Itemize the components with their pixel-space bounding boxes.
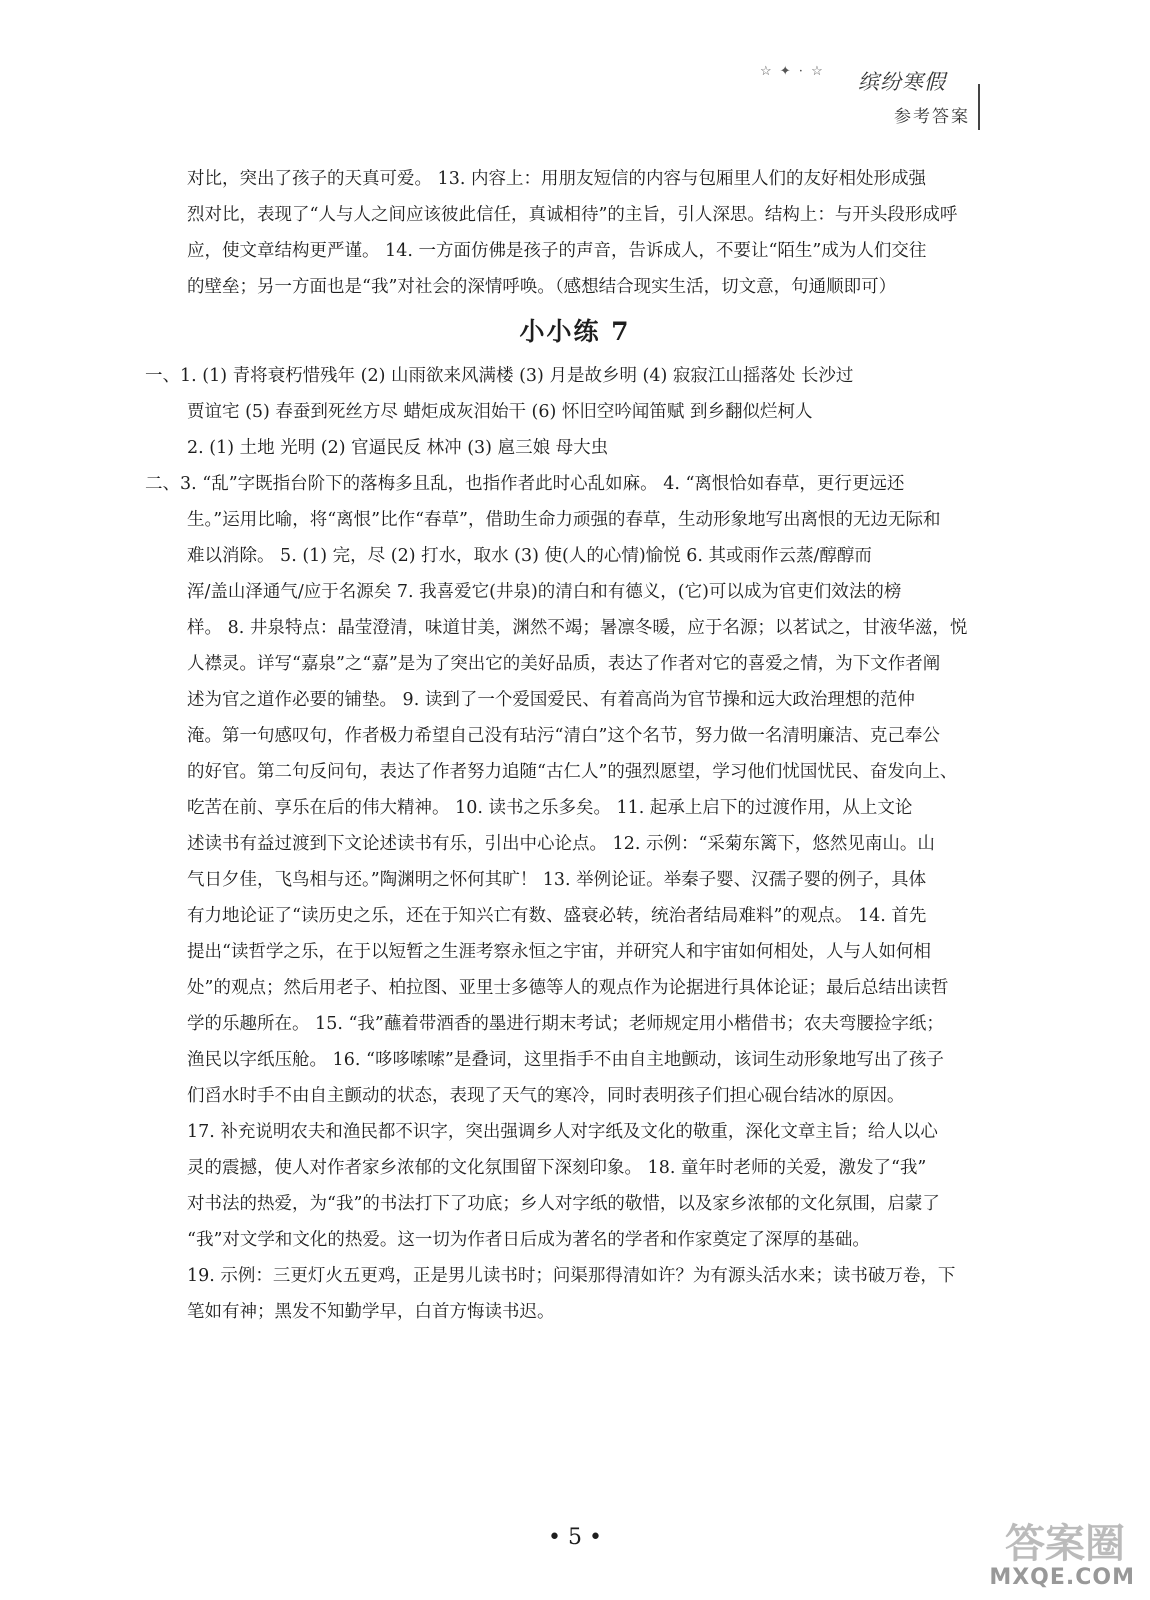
text-line: 吃苦在前、享乐在后的伟大精神。 10. 读书之乐多矣。 11. 起承上启下的过渡作用，从上文论: [187, 798, 913, 818]
text-line: 处”的观点；然后用老子、柏拉图、亚里士多德等人的观点作为论据进行具体论证；最后总结出读哲: [187, 978, 949, 998]
text-line: 一、1. (1) 青将衰朽惜残年 (2) 山雨欲来风满楼 (3) 月是故乡明 (4) 寂寂江山摇落处 长沙过: [145, 366, 854, 386]
text-line: 贾谊宅 (5) 春蚕到死丝方尽 蜡炬成灰泪始干 (6) 怀旧空吟闻笛赋 到乡翻似烂柯人: [187, 402, 813, 422]
top-paragraph: [145, 161, 975, 305]
text-line: 烈对比，表现了“人与人之间应该彼此信任，真诚相待”的主旨，引人深思。结构上：与开头段形成呼: [187, 205, 958, 225]
text-line: 人襟灵。详写“嘉泉”之“嘉”是为了突出它的美好品质，表达了作者对它的喜爱之情，为下文作者阐: [187, 654, 941, 674]
text-line: 学的乐趣所在。 15. “我”蘸着带酒香的墨进行期末考试；老师规定用小楷借书；农夫弯腰捡字纸；: [187, 1014, 944, 1034]
text-line: 述读书有益过渡到下文论述读书有乐，引出中心论点。 12. 示例：“采菊东篱下，悠然见南山。山: [187, 834, 935, 854]
text-line: 淹。第一句感叹句，作者极力希望自己没有玷污“清白”这个名节，努力做一名清明廉洁、克己奉公: [187, 726, 940, 746]
text-line: 应，使文章结构更严谨。 14. 一方面仿佛是孩子的声音，告诉成人，不要让“陌生”成为人们交往: [187, 241, 927, 261]
text-line: 有力地论证了“读历史之乐，还在于知兴亡有数、盛衰必转，统治者结局难料”的观点。 14. 首先: [187, 906, 927, 926]
section-title: 小小练 7: [519, 317, 631, 346]
answer-body: [145, 358, 975, 1330]
text-line: 难以消除。 5. (1) 完，尽 (2) 打水，取水 (3) 使(人的心情)愉悦 6. 其或雨作云蒸/醇醇而: [187, 546, 872, 566]
text-line: 灵的震撼，使人对作者家乡浓郁的文化氛围留下深刻印象。 18. 童年时老师的关爱，激发了“我”: [187, 1158, 927, 1178]
text-line: 样。 8. 井泉特点：晶莹澄清，味道甘美，渊然不竭；暑凛冬暖，应于名源；以茗试之，甘液华滋，悦: [187, 618, 968, 638]
text-line: 生。”运用比喻，将“离恨”比作“春草”，借助生命力顽强的春草，生动形象地写出离恨的无边无际和: [187, 510, 941, 530]
text-line: 19. 示例：三更灯火五更鸡，正是男儿读书时；问渠那得清如许？为有源头活水来；读书破万卷，下: [187, 1266, 956, 1286]
text-line: 二、3. “乱”字既指台阶下的落梅多且乱，也指作者此时心乱如麻。 4. “离恨恰如春草，更行更远还: [145, 474, 905, 494]
page-header: [760, 62, 980, 132]
text-line: 渔民以字纸压舱。 16. “哆哆嗦嗦”是叠词，这里指手不由自主地颤动，该词生动形象地写出了孩子: [187, 1050, 944, 1070]
watermark: [965, 1512, 1135, 1592]
watermark-logo: 答案圈: [1005, 1520, 1125, 1567]
text-line: 对比，突出了孩子的天真可爱。 13. 内容上：用朋友短信的内容与包厢里人们的友好相处形成强: [187, 169, 926, 189]
text-line: 提出“读哲学之乐，在于以短暂之生涯考察永恒之宇宙，并研究人和宇宙如何相处，人与人如何相: [187, 942, 931, 962]
header-logo: 缤纷寒假: [858, 70, 946, 94]
text-line: 2. (1) 土地 光明 (2) 官逼民反 林冲 (3) 扈三娘 母大虫: [187, 438, 609, 458]
watermark-url: MXQE.COM: [989, 1565, 1135, 1590]
text-line: “我”对文学和文化的热爱。这一切为作者日后成为著名的学者和作家奠定了深厚的基础。: [187, 1230, 870, 1250]
text-line: 浑/盖山泽通气/应于名源矣 7. 我喜爱它(井泉)的清白和有德义，(它)可以成为官吏们效法的榜: [187, 582, 902, 602]
text-line: 的好官。第二句反问句，表达了作者努力追随“古仁人”的强烈愿望，学习他们忧国忧民、奋发向上、: [187, 762, 958, 782]
text-line: 笔如有神；黑发不知勤学早，白首方悔读书迟。: [187, 1302, 555, 1322]
text-line: 述为官之道作必要的铺垫。 9. 读到了一个爱国爱民、有着高尚为官节操和远大政治理想的范仲: [187, 690, 915, 710]
page-number: • 5 •: [548, 1525, 602, 1550]
text-line: 的壁垒；另一方面也是“我”对社会的深情呼唤。（感想结合现实生活，切文意，句通顺即可）: [187, 277, 897, 297]
text-line: 们舀水时手不由自主颤动的状态，表现了天气的寒冷，同时表明孩子们担心砚台结冰的原因。: [187, 1086, 905, 1106]
text-line: 17. 补充说明农夫和渔民都不识字，突出强调乡人对字纸及文化的敬重，深化文章主旨；给人以心: [187, 1122, 938, 1142]
header-divider: [978, 84, 980, 130]
stars-decoration: ☆ ✦ · ☆: [760, 64, 825, 79]
text-line: 对书法的热爱，为“我”的书法打下了功底；乡人对字纸的敬惜，以及家乡浓郁的文化氛围，启蒙了: [187, 1194, 940, 1214]
text-line: 气日夕佳，飞鸟相与还。”陶渊明之怀何其旷！ 13. 举例论证。举秦子婴、汉孺子婴的例子，具体: [187, 870, 927, 890]
header-subtitle: 参考答案: [894, 107, 970, 127]
